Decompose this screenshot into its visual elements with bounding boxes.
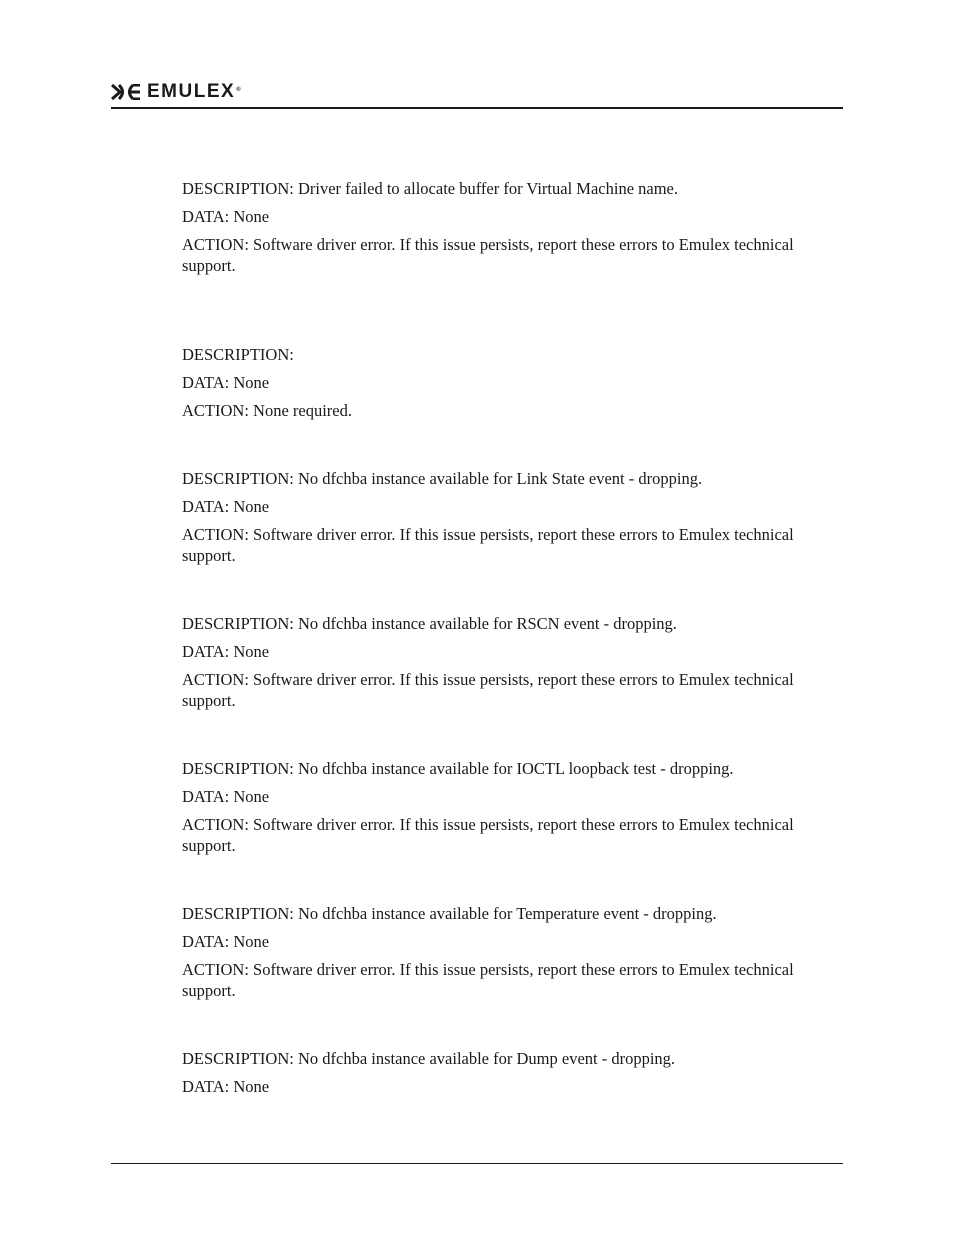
footer-divider	[111, 1163, 843, 1164]
document-body	[182, 178, 822, 1104]
message-entry	[182, 613, 822, 711]
entry-data: DATA: None	[182, 932, 270, 951]
entry-description: DESCRIPTION: No dfchba instance available for Temperature event - dropping.	[182, 904, 717, 923]
entry-description: DESCRIPTION: No dfchba instance available for RSCN event - dropping.	[182, 614, 677, 633]
header-divider	[111, 107, 843, 109]
entry-data: DATA: None	[182, 1077, 270, 1096]
entry-data: DATA: None	[182, 642, 270, 661]
entry-description: DESCRIPTION: No dfchba instance available for Dump event - dropping.	[182, 1049, 676, 1068]
message-entry	[182, 758, 822, 856]
entry-description: DESCRIPTION: No dfchba instance available for Link State event - dropping.	[182, 469, 703, 488]
entry-action: ACTION: Software driver error. If this issue persists, report these errors to Emulex technical support.	[182, 235, 794, 275]
message-entry	[182, 178, 822, 276]
page-header	[111, 78, 843, 110]
entry-action: ACTION: Software driver error. If this issue persists, report these errors to Emulex technical support.	[182, 525, 794, 565]
entry-description: DESCRIPTION: No dfchba instance available for IOCTL loopback test - dropping.	[182, 759, 734, 778]
entry-data: DATA: None	[182, 787, 270, 806]
message-entry	[182, 903, 822, 1001]
entry-data: DATA: None	[182, 207, 270, 226]
entry-action: ACTION: Software driver error. If this issue persists, report these errors to Emulex technical support.	[182, 670, 794, 710]
message-entry	[182, 344, 822, 421]
entry-description: DESCRIPTION: Driver failed to allocate buffer for Virtual Machine name.	[182, 179, 678, 198]
emulex-logo	[111, 81, 242, 103]
entry-action: ACTION: None required.	[182, 401, 352, 420]
entry-data: DATA: None	[182, 373, 270, 392]
brand-name: EMULEX®	[147, 81, 243, 102]
entry-action: ACTION: Software driver error. If this issue persists, report these errors to Emulex technical support.	[182, 815, 794, 855]
entry-description: DESCRIPTION:	[182, 345, 294, 364]
entry-data: DATA: None	[182, 497, 270, 516]
emulex-logo-icon	[111, 84, 141, 100]
message-entry	[182, 468, 822, 566]
message-entry	[182, 1048, 822, 1097]
entry-action: ACTION: Software driver error. If this issue persists, report these errors to Emulex technical support.	[182, 960, 794, 1000]
